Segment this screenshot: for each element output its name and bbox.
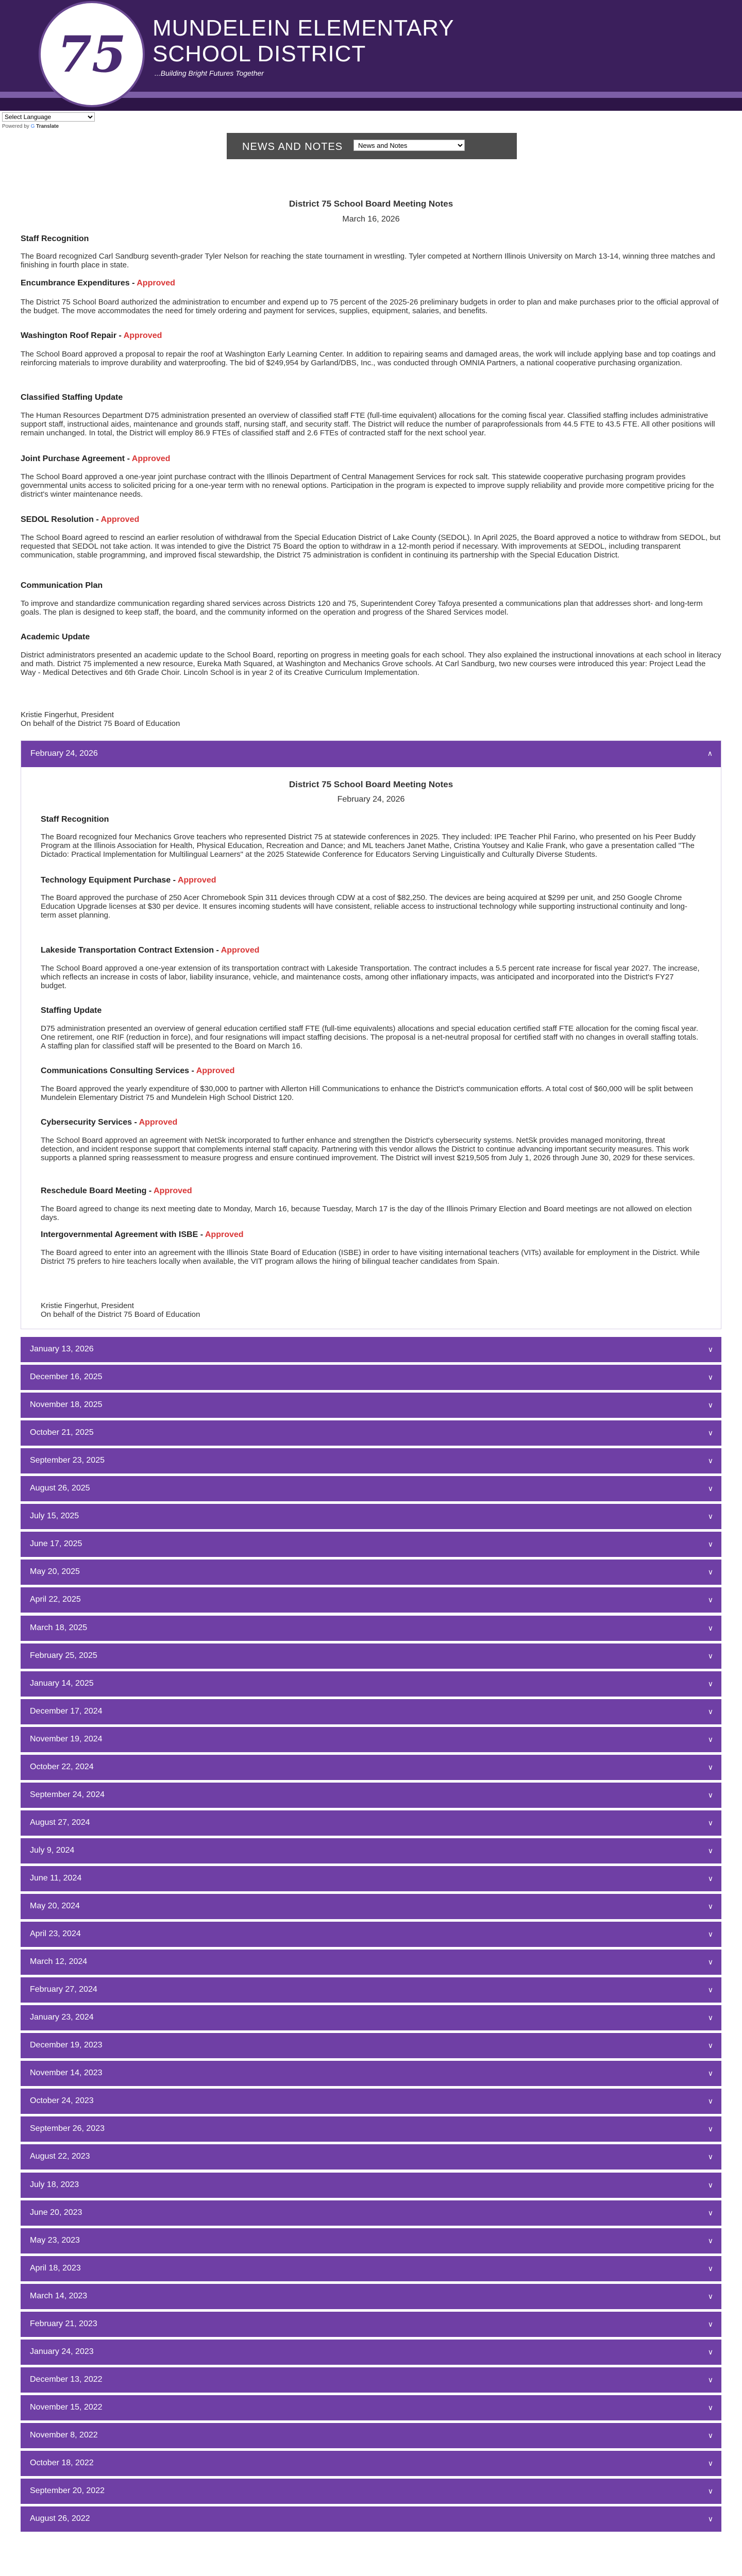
chevron-down-icon: ∨ — [707, 1652, 713, 1660]
accordion-item[interactable] — [21, 1476, 721, 1501]
section-text: The Board approved the purchase of 250 Acer Chromebook Spin 311 devices through CDW at a cost of $82,250. The devices are being acquired at $299 per unit, and 250 Google Chrome Education Upgrade licenses at $30 per device. It ensures incoming students will have consistent, reliable access to instructional technology while supporting instructional continuity and long-term asset planning. — [41, 893, 687, 920]
accordion-label: January 23, 2024 — [30, 2013, 94, 2022]
accordion-label: April 18, 2023 — [30, 2264, 81, 2273]
approved-label: Approved — [131, 454, 171, 463]
section-text: The Board agreed to change its next meeting date to Monday, March 16, because Tuesday, March 17 is the day of the Illinois Primary Election and Board meetings are not allowed on election days. — [41, 1205, 692, 1222]
section-text: District administrators presented an academic update to the School Board, reporting on progress in meeting goals for each school. They also explained the instructional innovations at each school in literacy and math. District 75 implemented a new resource, Eureka Math Squared, at Washington and Mechanics Grove schools. At Carl Sandburg, two new courses were introduced this year: Project Lead the Way - Medical Detectives and 6th Grade Choir. Lincoln School is in year 2 of its Creative Curriculum Implementation. — [21, 651, 721, 677]
section-text: The School Board agreed to rescind an earlier resolution of withdrawal from the Special Education District of Lake County (SEDOL). In April 2025, the Board approved a notice to withdraw from SEDOL, but requested that SEDOL not take action. It was intended to give the District 75 Board the option to withdraw in a 12-month period if necessary. With improvements at SEDOL, including transparent communication, stable programming, and improved fiscal stewardship, the District 75 administration is confident in continuing its partnership with the Special Education District. — [21, 533, 721, 560]
section-heading: Communications Consulting Services - Approved — [41, 1066, 235, 1075]
notes-date: March 16, 2026 — [342, 215, 400, 224]
accordion-header[interactable] — [21, 741, 721, 767]
chevron-down-icon: ∨ — [707, 1401, 713, 1409]
accordion-item[interactable] — [21, 2116, 721, 2142]
chevron-down-icon: ∨ — [707, 2236, 713, 2245]
logo-text: 75 — [57, 25, 126, 83]
section-heading: Washington Roof Repair - Approved — [21, 331, 162, 340]
chevron-down-icon: ∨ — [707, 1707, 713, 1716]
section-text: The Board recognized Carl Sandburg seventh-grader Tyler Nelson for reaching the state tournament in wrestling. Tyler competed at Northern Illinois University on March 13-14, winning three matches and finishing in fourth place in state. — [21, 252, 715, 269]
accordion-item[interactable] — [21, 2479, 721, 2504]
approved-label: Approved — [221, 946, 260, 955]
accordion-item[interactable] — [21, 1671, 721, 1697]
chevron-down-icon: ∨ — [707, 2264, 713, 2273]
accordion-item[interactable] — [21, 2367, 721, 2393]
translate-link[interactable]: Translate — [36, 124, 59, 129]
accordion-label: May 20, 2025 — [30, 1567, 80, 1576]
chevron-down-icon: ∨ — [707, 1596, 713, 1604]
section-heading: SEDOL Resolution - Approved — [21, 515, 140, 524]
chevron-down-icon: ∨ — [707, 1512, 713, 1520]
chevron-down-icon: ∨ — [707, 2348, 713, 2356]
section-heading: Reschedule Board Meeting - Approved — [41, 1187, 192, 1195]
accordion-label: September 23, 2025 — [30, 1456, 105, 1465]
approved-label: Approved — [205, 1230, 244, 1239]
accordion-label: December 19, 2023 — [30, 2041, 103, 2049]
accordion-label: November 14, 2023 — [30, 2069, 103, 2077]
powered-by-translate — [2, 124, 59, 129]
section-heading: Classified Staffing Update — [21, 393, 123, 402]
section-text: The School Board approved a one-year joint purchase contract with the Illinois Department of Central Management Services for rock salt. This statewide cooperative purchasing program provides governmental units access to solicited pricing for a one-year term with no renewal options. Participation in the program is expected to improve supply reliability and provide more competitive pricing for the district's winter maintenance needs. — [21, 472, 714, 499]
section-heading: Academic Update — [21, 633, 90, 641]
accordion-item[interactable] — [21, 1866, 721, 1891]
accordion-item[interactable] — [21, 1504, 721, 1529]
accordion-open — [21, 740, 721, 1329]
accordion-item[interactable] — [21, 1393, 721, 1418]
chevron-down-icon: ∨ — [707, 1484, 713, 1493]
accordion-label: January 13, 2026 — [30, 1345, 94, 1353]
news-category-select[interactable] — [353, 140, 465, 151]
accordion-item[interactable] — [21, 2506, 721, 2532]
chevron-down-icon: ∨ — [707, 2431, 713, 2439]
chevron-down-icon: ∨ — [707, 1456, 713, 1465]
chevron-down-icon: ∨ — [707, 2041, 713, 2049]
accordion-label: October 18, 2022 — [30, 2459, 94, 2467]
accordion-label: June 20, 2023 — [30, 2208, 82, 2217]
chevron-down-icon: ∨ — [707, 2069, 713, 2077]
chevron-down-icon: ∨ — [707, 1874, 713, 1883]
accordion-item[interactable] — [21, 1616, 721, 1641]
chevron-down-icon: ∨ — [707, 1791, 713, 1799]
chevron-down-icon: ∨ — [707, 2459, 713, 2467]
accordion-label: December 17, 2024 — [30, 1707, 103, 1716]
accordion-label: April 23, 2024 — [30, 1929, 81, 1938]
chevron-down-icon: ∨ — [707, 1680, 713, 1688]
accordion-item[interactable] — [21, 2173, 721, 2198]
chevron-down-icon: ∨ — [707, 1958, 713, 1966]
accordion-item[interactable] — [21, 1894, 721, 1919]
chevron-down-icon: ∨ — [707, 2292, 713, 2300]
signature-org: On behalf of the District 75 Board of Education — [41, 1310, 200, 1319]
site-tagline: ...Building Bright Futures Together — [155, 69, 264, 77]
chevron-down-icon: ∨ — [707, 1735, 713, 1743]
chevron-down-icon: ∨ — [707, 2125, 713, 2133]
accordion-label: August 26, 2022 — [30, 2514, 90, 2523]
news-bar-label: NEWS AND NOTES — [242, 141, 343, 152]
accordion-notes-title: District 75 School Board Meeting Notes — [289, 779, 453, 789]
accordion-item[interactable] — [21, 1643, 721, 1669]
chevron-down-icon: ∨ — [707, 1930, 713, 1938]
chevron-down-icon: ∨ — [707, 2097, 713, 2105]
accordion-label: December 13, 2022 — [30, 2375, 103, 2384]
accordion-label: September 24, 2024 — [30, 1790, 105, 1799]
accordion-item[interactable] — [21, 1950, 721, 1975]
chevron-down-icon: ∨ — [707, 2376, 713, 2384]
chevron-down-icon: ∨ — [707, 1373, 713, 1381]
site-title-line2[interactable]: SCHOOL DISTRICT — [153, 41, 366, 66]
accordion-label: May 20, 2024 — [30, 1902, 80, 1910]
chevron-down-icon: ∨ — [707, 1345, 713, 1353]
accordion-label: November 15, 2022 — [30, 2403, 103, 2412]
powered-by-text: Powered by — [2, 124, 29, 129]
section-heading: Technology Equipment Purchase - Approved — [41, 876, 216, 885]
accordion-item[interactable] — [21, 2005, 721, 2030]
chevron-up-icon: ∧ — [707, 749, 713, 757]
chevron-down-icon: ∨ — [707, 2515, 713, 2523]
approved-label: Approved — [177, 876, 216, 885]
section-heading: Intergovernmental Agreement with ISBE - Approved — [41, 1230, 244, 1239]
accordion-item[interactable] — [21, 2256, 721, 2281]
section-heading: Cybersecurity Services - Approved — [41, 1118, 178, 1127]
chevron-down-icon: ∨ — [707, 1624, 713, 1632]
approved-label: Approved — [139, 1118, 178, 1127]
accordion-item[interactable] — [21, 1337, 721, 1362]
section-text: The Board agreed to enter into an agreement with the Illinois State Board of Education (ISBE) in order to have visiting international teachers (VITs) available for employment in the District. While District 75 prefers to hire teachers locally when available, the VIT program allows the hiring of bilingual teacher candidates from Spain. — [41, 1248, 700, 1266]
chevron-down-icon: ∨ — [707, 1763, 713, 1771]
accordion-item[interactable] — [21, 1727, 721, 1752]
accordion-label: October 21, 2025 — [30, 1428, 94, 1437]
approved-label: Approved — [154, 1187, 192, 1195]
accordion-label: August 22, 2023 — [30, 2152, 90, 2161]
accordion-label: June 11, 2024 — [30, 1874, 82, 1883]
accordion-item[interactable] — [21, 1365, 721, 1390]
signature-org: On behalf of the District 75 Board of Education — [21, 719, 180, 728]
accordion-label: July 9, 2024 — [30, 1846, 75, 1855]
section-heading: Joint Purchase Agreement - Approved — [21, 454, 171, 463]
section-text: The School Board approved a proposal to repair the roof at Washington Early Learning Center. In addition to repairing seams and damaged areas, the work will include applying base and top coatings and reinforcing materials to improve durability and waterproofing. The bid of $249,954 by Garland/DBS, Inc., was conducted through OMNIA Partners, a national cooperative purchasing organization. — [21, 350, 716, 367]
accordion-label: February 27, 2024 — [30, 1985, 97, 1994]
accordion-item[interactable] — [21, 1922, 721, 1947]
accordion-label: February 25, 2025 — [30, 1651, 97, 1660]
accordion-item[interactable] — [21, 2312, 721, 2337]
chevron-down-icon: ∨ — [707, 1986, 713, 1994]
section-text: To improve and standardize communication regarding shared services across Districts 120 and 75, Superintendent Corey Tafoya presented a communications plan that addresses short- and long-term goals. The plan is designed to keep staff, the board, and the community informed on the operation and progress of the Shared Services model. — [21, 599, 703, 617]
approved-label: Approved — [100, 515, 140, 524]
accordion-label: October 22, 2024 — [30, 1762, 94, 1771]
accordion-item[interactable] — [21, 2284, 721, 2309]
section-text: The School Board approved an agreement with NetSk incorporated to further enhance and strengthen the District's cybersecurity systems. NetSk provides managed monitoring, threat detection, and incident response support that complements internal staff capacity. Partnering with this vendor allows the District to continue advancing important security measures. This work supports a planned spring reassessment to measure progress and ensure continued improvement. The District will invest $219,505 from July 1, 2026 through June 30, 2029 for these services. — [41, 1136, 695, 1162]
section-heading: Staff Recognition — [21, 234, 89, 243]
approved-label: Approved — [137, 279, 175, 287]
accordion-label: November 18, 2025 — [30, 1400, 103, 1409]
chevron-down-icon: ∨ — [707, 2403, 713, 2412]
accordion-item[interactable] — [21, 1783, 721, 1808]
section-text: The District 75 School Board authorized the administration to encumber and expend up to 75 percent of the 2025-26 preliminary budgets in order to plan and make purchases prior to the official approval of the budget. The move accommodates the need for timely ordering and payment for services, supplies, equipment, salaries, and benefits. — [21, 298, 719, 315]
chevron-down-icon: ∨ — [707, 2320, 713, 2328]
accordion-item[interactable] — [21, 1977, 721, 2003]
signature-name: Kristie Fingerhut, President — [41, 1301, 134, 1310]
accordion-notes-date: February 24, 2026 — [337, 795, 405, 804]
section-text: The Board approved the yearly expenditure of $30,000 to partner with Allerton Hill Communications to enhance the District's communication efforts. A total cost of $60,000 will be split between Mundelein Elementary District 75 and Mundelein High School District 120. — [41, 1084, 693, 1102]
accordion-item[interactable] — [21, 1810, 721, 1836]
accordion-item[interactable] — [21, 2228, 721, 2253]
accordion-label: August 26, 2025 — [30, 1484, 90, 1493]
accordion-item[interactable] — [21, 1587, 721, 1613]
approved-label: Approved — [196, 1066, 235, 1075]
accordion-label: April 22, 2025 — [30, 1595, 81, 1604]
section-text: D75 administration presented an overview of general education certified staff FTE (full-time equivalents) allocations and special education certified staff FTE allocation for the coming fiscal year. One retirement, one RIF (reduction in force), and four resignations will impact staffing decisions. The proposal is a net-neutral proposal for certified staff with no changes in overall staffing totals. A staffing plan for classified staff will be presented to the Board on March 16. — [41, 1024, 699, 1050]
notes-title: District 75 School Board Meeting Notes — [289, 199, 453, 209]
accordion-item[interactable] — [21, 2061, 721, 2086]
accordion-label: November 19, 2024 — [30, 1735, 103, 1743]
chevron-down-icon: ∨ — [707, 1902, 713, 1910]
accordion-label: July 15, 2025 — [30, 1512, 79, 1520]
accordion-item[interactable] — [21, 1420, 721, 1446]
accordion-item[interactable] — [21, 1532, 721, 1557]
google-icon: G — [30, 124, 35, 129]
chevron-down-icon: ∨ — [707, 1540, 713, 1548]
accordion-item[interactable] — [21, 2089, 721, 2114]
accordion-label: September 26, 2023 — [30, 2124, 105, 2133]
accordion-item[interactable] — [21, 2340, 721, 2365]
chevron-down-icon: ∨ — [707, 1846, 713, 1855]
accordion-label: September 20, 2022 — [30, 2486, 105, 2495]
accordion-label: December 16, 2025 — [30, 1372, 103, 1381]
accordion-label: February 24, 2026 — [30, 749, 98, 758]
chevron-down-icon: ∨ — [707, 2013, 713, 2022]
accordion-label: October 24, 2023 — [30, 2096, 94, 2105]
site-header — [0, 0, 742, 111]
accordion-item[interactable] — [21, 1448, 721, 1473]
accordion-label: June 17, 2025 — [30, 1539, 82, 1548]
chevron-down-icon: ∨ — [707, 2209, 713, 2217]
accordion-label: July 18, 2023 — [30, 2180, 79, 2189]
accordion-item[interactable] — [21, 2451, 721, 2476]
accordion-item[interactable] — [21, 2200, 721, 2226]
section-text: The School Board approved a one-year extension of its transportation contract with Lakeside Transportation. The contract includes a 5.5 percent rate increase for fiscal year 2027. The increase, which reflects an increase in costs of labor, liability insurance, vehicle, and maintenance costs, among other inflationary impacts, was anticipated and incorporated into the District's FY27 budget. — [41, 964, 700, 990]
site-title-line1[interactable]: MUNDELEIN ELEMENTARY — [153, 15, 454, 41]
accordion-label: March 12, 2024 — [30, 1957, 88, 1966]
section-text: The Human Resources Department D75 administration presented an overview of classified staff FTE (full-time equivalent) allocations for the coming fiscal year. Classified staffing includes administrative support staff, instructional aides, maintenance and grounds staff, nursing staff, and security staff. The District will reduce the number of paraprofessionals from 44.5 FTE to 43.5 FTE. All other positions will remain unchanged. In total, the District will employ 86.9 FTEs of classified staff and 2.6 FTEs of contracted staff for the next school year. — [21, 411, 715, 437]
chevron-down-icon: ∨ — [707, 1819, 713, 1827]
section-text: The Board recognized four Mechanics Grove teachers who represented District 75 at statewide conferences in 2025. They included: IPE Teacher Phil Farino, who presented on his Peer Buddy Program at the Illinois Association for Health, Physical Education, Recreation and Dance; and ML teachers Janet Mathe, Cristina Youtsey and Kalie Frank, who gave a presentation called "The Dictado: Practical Implementation for Multilingual Learners" at the 2025 Statewide Conference for Educators Serving Linguistically and Culturally Diverse Students. — [41, 833, 696, 859]
accordion-item[interactable] — [21, 2395, 721, 2420]
section-heading: Staffing Update — [41, 1006, 102, 1015]
chevron-down-icon: ∨ — [707, 1568, 713, 1576]
chevron-down-icon: ∨ — [707, 1429, 713, 1437]
accordion-item[interactable] — [21, 2033, 721, 2058]
accordion-label: March 18, 2025 — [30, 1623, 88, 1632]
language-select[interactable] — [2, 112, 95, 122]
signature-name: Kristie Fingerhut, President — [21, 710, 114, 719]
accordion-item[interactable] — [21, 1755, 721, 1780]
chevron-down-icon: ∨ — [707, 2487, 713, 2495]
section-heading: Staff Recognition — [41, 815, 109, 824]
accordion-label: August 27, 2024 — [30, 1818, 90, 1827]
accordion-label: November 8, 2022 — [30, 2431, 98, 2439]
section-heading: Communication Plan — [21, 581, 103, 590]
section-heading: Lakeside Transportation Contract Extension - Approved — [41, 946, 260, 955]
approved-label: Approved — [123, 331, 162, 340]
section-heading: Encumbrance Expenditures - Approved — [21, 279, 175, 287]
accordion-item[interactable] — [21, 2423, 721, 2448]
accordion-label: May 23, 2023 — [30, 2236, 80, 2245]
accordion-label: February 21, 2023 — [30, 2319, 97, 2328]
accordion-label: January 14, 2025 — [30, 1679, 94, 1688]
accordion-item[interactable] — [21, 1560, 721, 1585]
district-logo[interactable] — [39, 1, 145, 107]
news-and-notes-bar — [227, 133, 517, 159]
accordion-label: January 24, 2023 — [30, 2347, 94, 2356]
chevron-down-icon: ∨ — [707, 2153, 713, 2161]
accordion-label: March 14, 2023 — [30, 2292, 88, 2300]
accordion-item[interactable] — [21, 1699, 721, 1724]
accordion-item[interactable] — [21, 2144, 721, 2170]
chevron-down-icon: ∨ — [707, 2181, 713, 2189]
accordion-item[interactable] — [21, 1838, 721, 1863]
